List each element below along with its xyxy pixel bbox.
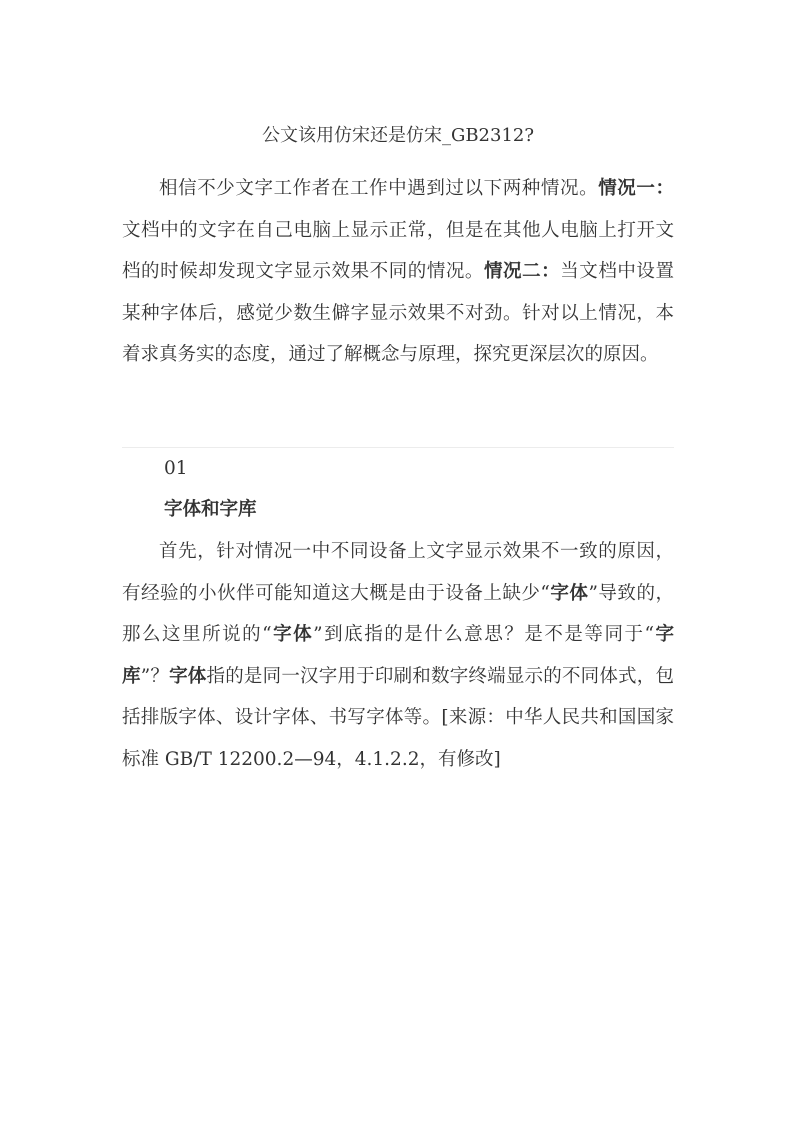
body-text-4: ”？: [140, 665, 170, 687]
intro-text-3: 当文档中设置某种字体后，感觉少数生僻字显示效果不对劲。针对以上情况，本着求真务实的态度，通过了解概念与原理，探究更深层次的原因。: [122, 261, 674, 365]
body-text-3: ”到底指的是什么意思？是不是等同于“: [313, 624, 654, 645]
section-divider: [122, 447, 674, 448]
body-text-1: 首先，针对情况一中不同设备上文字显示效果不一致的原因，有经验的小伙伴可能知道这大概是由于设备上缺少“: [122, 541, 674, 604]
intro-case-one-label: 情况一：: [598, 178, 674, 199]
section-number: 01: [164, 458, 188, 479]
section-heading: 字体和字库: [164, 499, 257, 520]
intro-case-two-label: 情况二：: [484, 261, 561, 282]
body-bold-font-library: 字库: [122, 624, 674, 687]
section-body-paragraph: [122, 531, 674, 780]
body-text-5: 指的是同一汉字用于印刷和数字终端显示的不同体式，包括排版字体、设计字体、书写字体等。[来源：中华人民共和国国家标准 GB/T 12200.2—94，4.1.2.2，有修改]: [122, 665, 674, 770]
intro-text-2: 文档中的文字在自己电脑上显示正常，但是在其他人电脑上打开文档的时候却发现文字显示效果不同的情况。: [122, 219, 674, 282]
body-text-2: ”导致的，那么这里所说的“: [122, 582, 674, 645]
intro-paragraph: [122, 168, 674, 376]
body-bold-font-1: 字体: [549, 582, 589, 604]
body-bold-font-3: 字体: [169, 665, 207, 687]
document-title: 公文该用仿宋还是仿宋_GB2312?: [261, 125, 535, 146]
body-bold-font-2: 字体: [271, 624, 314, 645]
intro-text-1: 相信不少文字工作者在工作中遇到过以下两种情况。: [159, 178, 599, 199]
